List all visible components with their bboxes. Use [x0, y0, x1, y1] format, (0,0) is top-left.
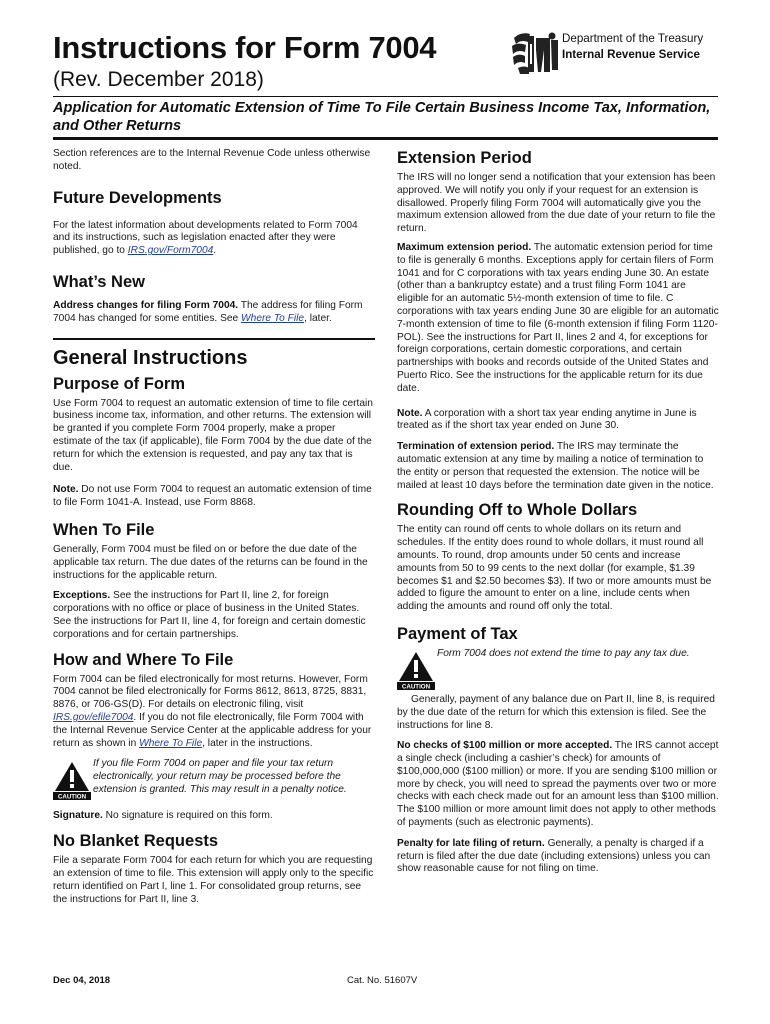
heading-extension-period: Extension Period: [397, 149, 532, 167]
where-to-file-link[interactable]: Where To File: [241, 312, 305, 324]
heading-when-to-file: When To File: [53, 520, 155, 539]
penalty-body: Generally, a penalty is charged if a return is filed after the due date (including extensions) unless you can show reasonable cause for not filing on time.: [397, 837, 711, 875]
checks-lead: No checks of $100 million or more accepted.: [397, 740, 613, 752]
where-to-file-link-2[interactable]: Where To File: [139, 737, 203, 749]
termination-body: The IRS may terminate the automatic extension at any time by mailing a notice of termination to the entity or person that requested the extension. The notice will be mailed at least 10 days before the termination date given in the notice.: [397, 441, 714, 491]
blanket-requests-text: File a separate Form 7004 for each return for which you are requesting an extension of time to file. This extension will apply only to the specific return identified on Part I, line 1. For consolidated group returns, see the instructions for Part II, line 3.: [53, 855, 374, 905]
right-column: [397, 148, 719, 876]
how-to-file-text: [53, 674, 375, 751]
caution-payment-text: Form 7004 does not extend the time to pay any tax due.: [437, 647, 690, 659]
how-text-3: , later in the instructions.: [202, 737, 313, 749]
document-subtitle: Application for Automatic Extension of Time To File Certain Business Income Tax, Information, and Other Returns: [53, 100, 711, 134]
address-body: The address for filing Form 7004 has changed for some entities. See: [53, 299, 363, 324]
note2-body: A corporation with a short tax year ending anytime in June is treated as if the short tax year ended on June 30.: [397, 407, 697, 432]
how-text-1: Form 7004 can be filed electronically for most returns. However, Form 7004 cannot be filed electronically for Forms 8612, 8613, 8725, 8831, 8876, or 706-GS(D). For details on electronic filing, visit: [53, 673, 368, 711]
termination-lead: Termination of extension period.: [397, 441, 555, 453]
irs-form7004-link[interactable]: IRS.gov/Form7004: [127, 245, 214, 257]
heading-payment-of-tax: Payment of Tax: [397, 624, 518, 643]
caution-label: CAUTION: [401, 683, 431, 690]
note-lead: Note.: [53, 484, 79, 496]
when-to-file-text: Generally, Form 7004 must be filed on or before the due date of the applicable tax return. The due dates of the returns can be found in the instructions for the applicable return.: [53, 543, 368, 581]
heading-rounding: Rounding Off to Whole Dollars: [397, 501, 638, 520]
max-body: The automatic extension period for time to file is generally 6 months. Exceptions apply for certain filers of Form 1041 and for C corporations with tax years ending June 30. An estate (other than a bankruptcy estate) and a trust filing Form 1041 are eligible for an automatic 5½-month extension of time to file. C corporations with tax years ending June 30 are eligible for an automatic 7-month extension of time to file (6-month extension if filing Form 1120-POL). See the instructions for Part II, lines 2 and 4, for exceptions for foreign corporations, certain domestic corporations, and certain partnerships with books and records outside of the United States and Puerto Rico. See the instructions for the applicable return for its due date.: [397, 241, 719, 394]
footer-date: Dec 04, 2018: [53, 975, 111, 986]
rounding-text: The entity can round off cents to whole dollars on its return and schedules. If the entity does round to whole dollars, it must round all amounts. To round, drop amounts under 50 cents and increase amounts from 50 to 99 cents to the next dollar (for example, $1.39 becomes $1 and $2.50 becomes $3). If two or more amounts must be added to figure the amount to enter on a line, include cents when adding the amounts and round off only the total.: [397, 524, 712, 613]
how-text-2: . If you do not file electronically, file Form 7004 with the Internal Revenue Service Center at the applicable address for your return as shown in: [53, 711, 372, 749]
penalty-lead: Penalty for late filing of return.: [397, 837, 545, 849]
payment-text: Generally, payment of any balance due on Part II, line 8, is required by the due date of the return for which this extension is filed. See the instructions for line 8.: [397, 693, 715, 731]
note-short-tax-year-text: [397, 408, 719, 434]
heading-future-developments: Future Developments: [53, 188, 222, 207]
penalty-text: [397, 838, 719, 876]
exceptions-body: See the instructions for Part II, line 2, for foreign corporations with no office or place of business in the United States. See the instructions for Part II, line 4, for foreign and certain domestic corporations and for certain partnerships.: [53, 590, 366, 640]
signature-body: No signature is required on this form.: [102, 810, 273, 822]
irs-eagle-logo-icon: [508, 30, 560, 76]
exceptions-lead: Exceptions.: [53, 590, 111, 602]
heading-no-blanket-requests: No Blanket Requests: [53, 832, 219, 851]
signature-lead: Signature.: [53, 810, 103, 822]
termination-text: [397, 441, 719, 492]
address-changes-text: [53, 300, 375, 326]
caution-icon: [53, 760, 91, 800]
intro-text: Section references are to the Internal Revenue Code unless otherwise noted.: [53, 148, 371, 172]
caution-label: CAUTION: [57, 793, 87, 801]
heading-purpose-of-form: Purpose of Form: [53, 374, 186, 393]
footer-catalog-number: Cat. No. 51607V: [347, 975, 418, 986]
future-text: For the latest information about developments related to Form 7004 and its instructions, such as legislation enacted after they were published, go to: [53, 219, 358, 257]
revision-date: (Rev. December 2018): [53, 68, 264, 91]
signature-text: [53, 810, 375, 823]
checks-body: The IRS cannot accept a single check (including a cashier’s check) for amounts of $100,000,000 ($100 million) or more. If you are sending $100 million or more by check, you will need to spread the payments over two or more checks with each check made out for an amount less than $100 million. The $100 million or more amount limit does not apply to other methods of payments (such as electronic payments).: [397, 740, 719, 829]
maximum-extension-text: [397, 242, 719, 396]
agency-block: [508, 30, 720, 76]
page-title: Instructions for Form 7004: [53, 30, 437, 65]
heading-how-and-where-to-file: How and Where To File: [53, 650, 234, 669]
caution-paper-filing-text: If you file Form 7004 on paper and file your tax return electronically, your return may be processed before the extension is granted. This may result in a penalty notice.: [93, 758, 347, 795]
purpose-text: Use Form 7004 to request an automatic extension of time to file certain business income tax, information, and other returns. The extension will be granted if you complete Form 7004 properly, make a proper estimate of the tax (if applicable), file Form 7004 by the due date of the return for which the extension is requested, and pay any tax that is due.: [53, 397, 373, 473]
left-column: [53, 148, 375, 906]
future-developments-text: [53, 220, 375, 258]
heading-whats-new: What’s New: [53, 272, 145, 291]
address-end: , later.: [304, 312, 332, 324]
agency-irs: Internal Revenue Service: [562, 48, 700, 61]
note-1041a-text: [53, 484, 375, 510]
header-bottom-rule: [53, 137, 718, 140]
extension-period-text: The IRS will no longer send a notification that your extension has been approved. We will notify you only if your request for an extension is disallowed. Properly filing Form 7004 will automatically give you the maximum extension allowed from the due date of your return to file the return.: [397, 172, 716, 235]
caution-callout-payment: [397, 648, 719, 690]
irs-efile7004-link[interactable]: IRS.gov/efile7004: [53, 711, 134, 723]
exceptions-text: [53, 590, 375, 641]
note2-lead: Note.: [397, 407, 423, 419]
caution-callout-paper-filing: [53, 758, 375, 800]
heading-general-instructions: General Instructions: [53, 346, 248, 369]
max-lead: Maximum extension period.: [397, 241, 532, 253]
future-end: .: [213, 245, 217, 257]
address-lead: Address changes for filing Form 7004.: [53, 299, 239, 311]
no-checks-text: [397, 740, 719, 830]
header-divider: [53, 96, 718, 97]
caution-icon: [397, 650, 435, 690]
agency-department: Department of the Treasury: [562, 32, 704, 45]
note-body: Do not use Form 7004 to request an automatic extension of time to file Form 1041-A. Instead, use Form 8868.: [53, 484, 372, 509]
